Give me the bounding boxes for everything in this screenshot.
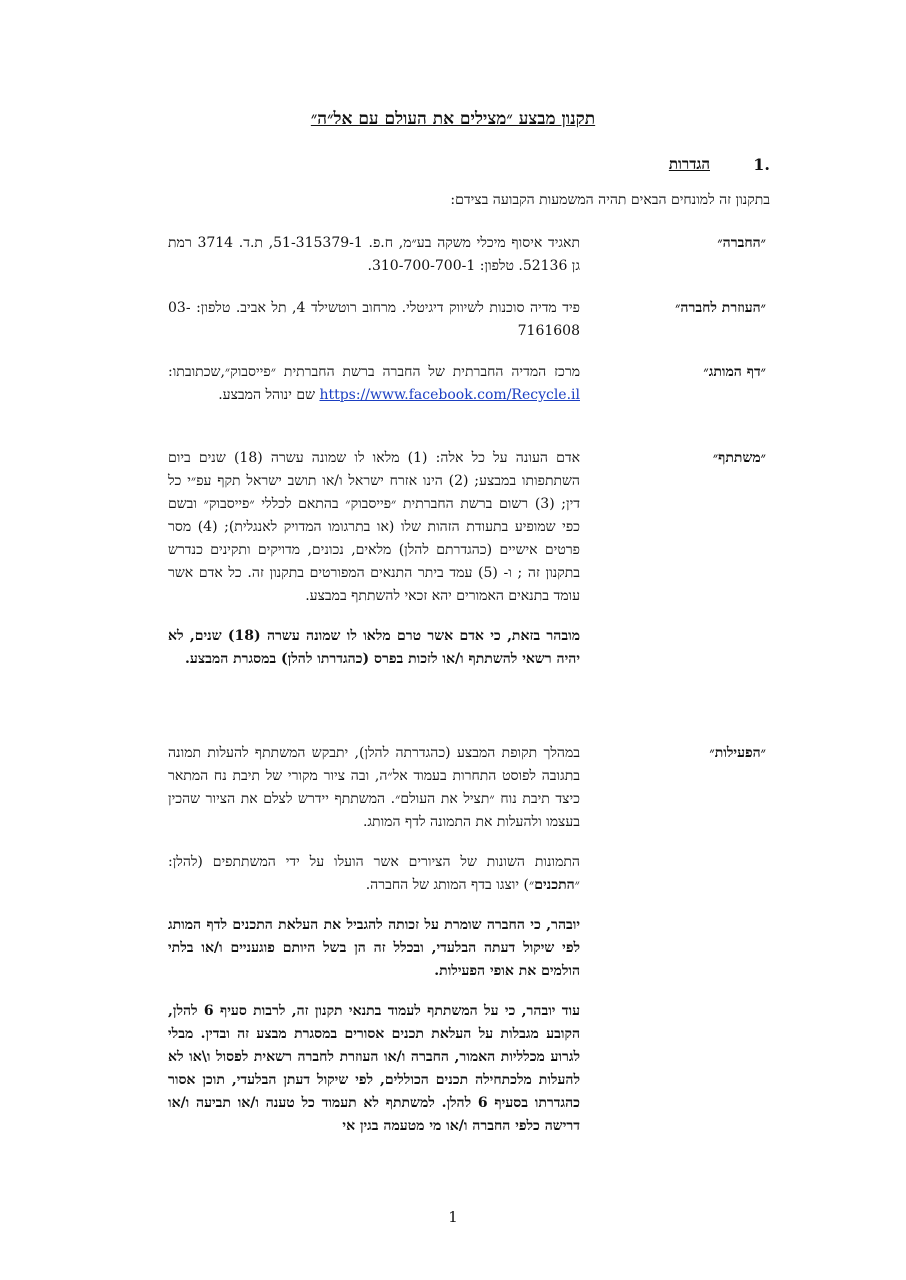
definition-text: אדם העונה על כל אלה: (1) מלאו לו שמונה עשרה (18) שנים ביום השתתפותו במבצע; (2) הינו אזרח ישראל ו/או תושב ישראל תקף עפ״י כל דין; (3) רשום ברשת החברתית ״פייסבוק״ בהתאם לכללי ״פייסבוק״ ובשם כפי שמופיע בתעודת הזהות שלו (או בתרגומו המדויק לאנגלית); (4) מסר פרטים אישיים (כהגדרתם להלן) מלאים, נכונים, מדויקים ותקינים כנדרש בתקנון זה ; ו- (5) עמד ביתר התנאים המפורטים בתקנון זה. כל אדם אשר עומד בתנאים האמורים יהא זכאי להשתתף במבצע. xyxy=(168,450,580,604)
term-brand-page: ״דף המותג״ xyxy=(703,364,766,380)
moderation-notice: יובהר, כי החברה שומרת על זכותה להגביל את העלאת התכנים לדף המותג לפי שיקול דעתה הבלעדי, ובכלל זה הן בשל היותם פוגעניים ו/או בלתי הולמים את אופי הפעילות. xyxy=(168,917,580,979)
age-notice: מובהר בזאת, כי אדם אשר טרם מלאו לו שמונה עשרה (18) שנים, לא יהיה רשאי להשתתף ו/או לזכות בפרס (כהגדרתו להלן) במסגרת המבצע. xyxy=(168,628,580,667)
content-definition xyxy=(168,851,580,897)
section-number: 1. xyxy=(753,155,770,174)
term-company: ״החברה״ xyxy=(717,235,766,251)
restrictions-notice: עוד יובהר, כי על המשתתף לעמוד בתנאי תקנון זה, לרבות סעיף 6 להלן, הקובע מגבלות על העלאת תכנים אסורים במסגרת מבצע זה ובדין. מבלי לגרוע מכלליות האמור, החברה ו/או העוזרת לחברה רשאית לפסול ו\או לא להעלות מלכתחילה תכנים הכוללים, לפי שיקול דעתן הבלעדי, תוכן אסור כהגדרתו בסעיף 6 להלן. למשתתף לא תעמוד כל טענה ו/או תביעה ו/או דרישה כלפי החברה ו/או מי מטעמה בגין אי xyxy=(168,1003,580,1134)
definition-activity xyxy=(168,742,580,1138)
intro-paragraph: בתקנון זה למונחים הבאים תהיה המשמעות הקבועה בצידם: xyxy=(450,192,770,208)
definition-company xyxy=(168,232,580,278)
definition-text: פיד מדיה סוכנות לשיווק דיגיטלי. מרחוב רוטשילד 4, תל אביב. טלפון: 03-7161608 xyxy=(168,300,581,339)
definition-participant xyxy=(168,447,580,671)
definition-text: שם ינוהל המבצע. xyxy=(218,387,315,403)
term-activity: ״הפעילות״ xyxy=(709,745,766,761)
facebook-page-link[interactable]: https://www.facebook.com/Recycle.il xyxy=(319,387,580,403)
definition-text: מרכז המדיה החברתית של החברה ברשת החברתית ״פייסבוק״,שכתובתו: xyxy=(168,364,580,380)
section-title: הגדרות xyxy=(668,155,710,173)
page-number: 1 xyxy=(448,1208,458,1226)
definition-brand-page xyxy=(168,361,580,407)
definition-text: התמונות השונות של הציורים אשר הועלו על ידי המשתתפים (להלן: ״ xyxy=(168,854,580,893)
term-participant: ״משתתף״ xyxy=(712,450,766,466)
term-helper-company: ״העוזרת לחברה״ xyxy=(675,300,766,316)
definition-text: תאגיד איסוף מיכלי משקה בע״מ, ח.פ. 51-315379-1, ת.ד. 3714 רמת גן 52136. טלפון: 310-700-700-1. xyxy=(168,235,580,274)
definition-helper-company xyxy=(168,297,580,343)
definition-text: במהלך תקופת המבצע (כהגדרתה להלן), יתבקש המשתתף להעלות תמונה בתגובה לפוסט התחרות בעמוד אל״ה, ובה ציור מקורי של תיבת נח המתאר כיצד תיבת נוח ״תציל את העולם״. המשתתף יידרש לצלם את הציור שהכין בעצמו ולהעלות את התמונה לדף המותג. xyxy=(168,745,580,830)
defined-term-content: התכנים xyxy=(534,877,575,893)
definition-text: ״) יוצגו בדף המותג של החברה. xyxy=(365,877,535,893)
document-title: תקנון מבצע ״מצילים את העולם עם אל״ה״ xyxy=(310,109,596,129)
